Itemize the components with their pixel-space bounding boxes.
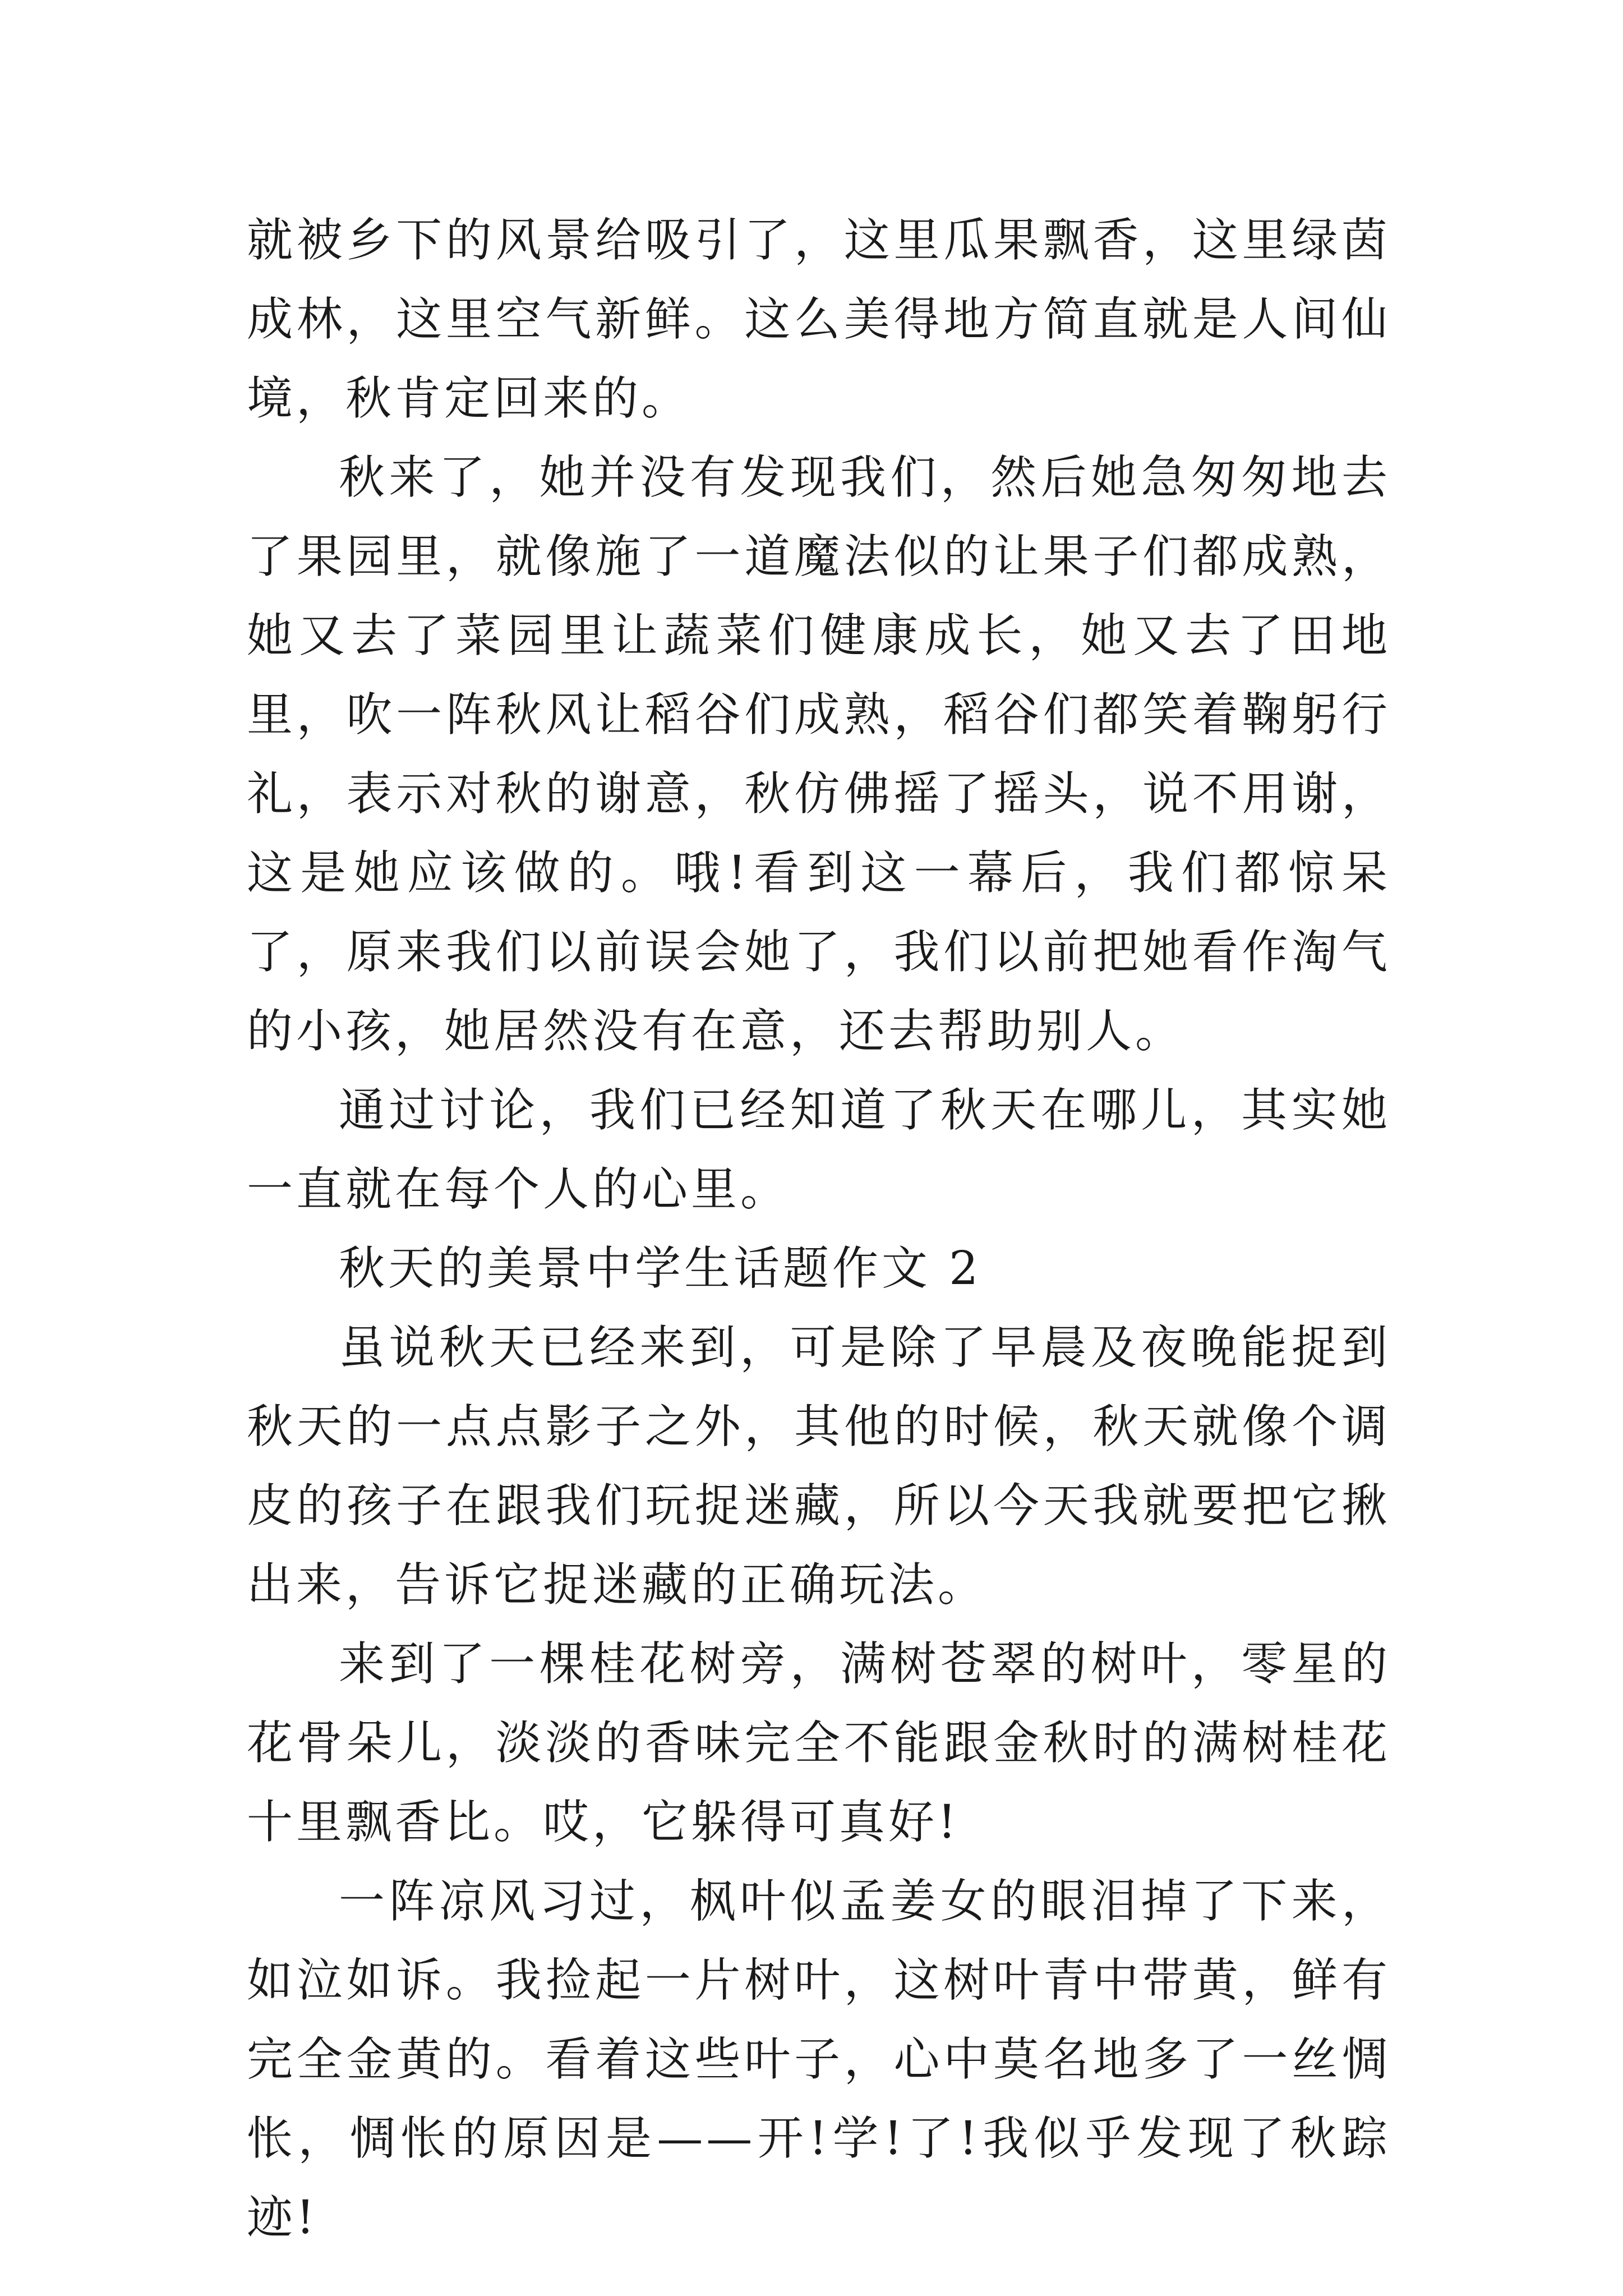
paragraph-2: 秋来了，她并没有发现我们，然后她急匆匆地去了果园里，就像施了一道魔法似的让果子们都成熟，她又去了菜园里让蔬菜们健康成长，她又去了田地里，吹一阵秋风让稻谷们成熟，稻谷们都笑着鞠躬行礼，表示对秋的谢意，秋仿佛摇了摇头，说不用谢，这是她应该做的。哦!看到这一幕后，我们都惊呆了，原来我们以前误会她了，我们以前把她看作淘气的小孩，她居然没有在意，还去帮助别人。 — [247, 451, 1391, 1058]
section-heading: 秋天的美景中学生话题作文 2 — [339, 1242, 982, 1295]
paragraph-5: 来到了一棵桂花树旁，满树苍翠的树叶，零星的花骨朵儿，淡淡的香味完全不能跟金秋时的满树桂花十里飘香比。哎，它躲得可真好! — [247, 1637, 1391, 1849]
paragraph-3: 通过讨论，我们已经知道了秋天在哪儿，其实她一直就在每个人的心里。 — [247, 1084, 1391, 1216]
paragraph-6: 一阵凉风习过，枫叶似孟姜女的眼泪掉了下来，如泣如诉。我捡起一片树叶，这树叶青中带黄，鲜有完全金黄的。看着这些叶子，心中莫名地多了一丝惆怅，惆怅的原因是——开!学!了!我似乎发现了秋踪迹! — [247, 1875, 1391, 2244]
paragraph-4: 虽说秋天已经来到，可是除了早晨及夜晚能捉到秋天的一点点影子之外，其他的时候，秋天就像个调皮的孩子在跟我们玩捉迷藏，所以今天我就要把它揪出来，告诉它捉迷藏的正确玩法。 — [247, 1321, 1391, 1612]
document-body — [247, 201, 1391, 2257]
paragraph-1: 就被乡下的风景给吸引了，这里瓜果飘香，这里绿茵成林，这里空气新鲜。这么美得地方简直就是人间仙境，秋肯定回来的。 — [247, 214, 1391, 425]
